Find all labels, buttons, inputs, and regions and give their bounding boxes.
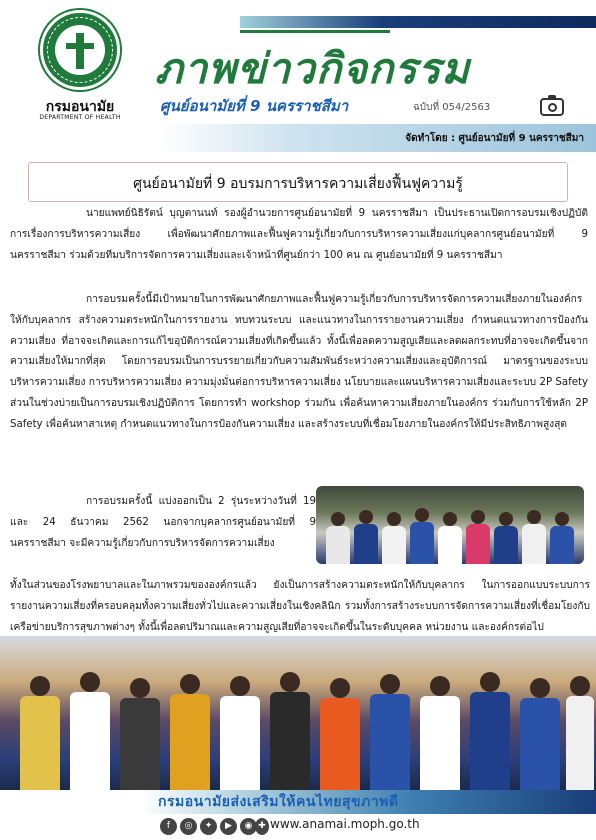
logo-staff — [76, 33, 84, 69]
organizer-label: จัดทำโดย : ศูนย์อนามัยที่ 9 นครราชสีมา — [405, 133, 584, 144]
instagram-icon[interactable]: ◉ — [240, 818, 257, 835]
paragraph-2: การอบรมครั้งนี้มีเป้าหมายในการพัฒนาศักยภาพและฟื้นฟูความรู้เกี่ยวกับการบริหารจัดการความเสี่ยงภายในองค์กรให้กับบุคลากร สร้างความตระหนักในการรายงาน ทบทวนระบบ และแนวทางในการรายงานความเสี่ยง กำหนดแนวทางการป้องกันความเสี่ยง ที่อาจจะเกิดและการแก้ไขอุบัติการณ์ความเสี่ยงที่เกิดขึ้นแล้ว ทั้งนี้เพื่อลดความสูญเสียและลดผลกระทบที่อาจจะเกิดขึ้นจากความเสี่ยงให้มากที่สุด โดยการอบรมเป็นการบรรยายเกี่ยวกับความสัมพันธ์ระหว่างความเสี่ยงและอุบัติการณ์ มาตรฐานของระบบบริหารความเสี่ยง การบริหารความเสี่ยง ความมุ่งมั่นต่อการบริหารความเสี่ยง นโยบายและแผนบริหารความเสี่ยงและระบบ 2P Safety ส่วนในช่วงบ่ายเป็นการอบรมเชิงปฏิบัติการ โดยการทำ workshop ร่วมกัน เพื่อค้นหาความเสี่ยงภายในองค์กร ร่วมกับการใช้หลัก 2P Safety เพื่อค้นหาสาเหตุ กำหนดแนวทางในการป้องกันความเสี่ยง และสร้างระบบที่เชื่อมโยงภายในองค์กรให้มีประสิทธิภาพสูงสุด — [10, 294, 588, 430]
center-name: ศูนย์อนามัยที่ 9 นครราชสีมา — [160, 97, 349, 115]
camera-lens — [548, 103, 557, 112]
paragraph-1: นายแพทย์นิธิรัตน์ บุญตานนท์ รองผู้อำนวยการศูนย์อนามัยที่ 9 นครราชสีมา เป็นประธานเปิดการอบรมเชิงปฏิบัติการเรื่องการบริหารความเสี่ยง เพื่อพัฒนาศักยภาพและฟื้นฟูความรู้เกี่ยวกับการบริหารความเสี่ยงแก่บุคลากรศูนย์อนามัยที่ 9 นครราชสีมา ร่วมด้วยทีมบริการจัดการความเสี่ยงและเจ้าหน้าที่ศูนย์กว่า 100 คน ณ ศูนย์อนามัยที่ 9 นครราชสีมา — [10, 208, 588, 261]
footer-slogan: กรมอนามัยส่งเสริมให้คนไทยสุขภาพดี — [158, 794, 399, 810]
group-photo-bottom — [0, 636, 596, 790]
ministry-logo — [40, 10, 120, 90]
youtube-icon[interactable]: ▶ — [220, 818, 237, 835]
page-title: ภาพข่าวกิจกรรม — [155, 44, 471, 93]
headline-box — [28, 162, 568, 202]
logo-crossbar — [66, 43, 94, 49]
department-name-en: DEPARTMENT OF HEALTH — [39, 114, 121, 121]
headline: ศูนย์อนามัยที่ 9 อบรมการบริหารความเสี่ยงฟื้นฟูความรู้ — [133, 176, 463, 192]
share-icon[interactable]: ✚ — [255, 818, 269, 835]
paragraph-4: ทั้งในส่วนของโรงพยาบาลและในภาพรวมขององค์กรแล้ว ยังเป็นการสร้างความตระหนักให้กับบุคลากร ในการออกแบบระบบการรายงานความเสี่ยงที่ครอบคลุมทั้งความเสี่ยงทั่วไปและความเสี่ยงในเชิงคลินิก รวมทั้งการสร้างระบบการจัดการความเสี่ยงที่เชื่อมโยงกับเครือข่ายบริการสุขภาพต่างๆ ทั้งนี้เพื่อลดปริมาณและความสูญเสียที่อาจจะเกิดขึ้นในระดับบุคคล หน่วยงาน และองค์กรต่อไป — [10, 580, 590, 633]
header-stripe — [240, 16, 596, 28]
line-icon[interactable]: ◎ — [180, 818, 197, 835]
paragraph-3: การอบรมครั้งนี้ แบ่งออกเป็น 2 รุ่นระหว่างวันที่ 19 และ 24 ธันวาคม 2562 นอกจากบุคลากรศูนย์อนามัยที่ 9 นครราชสีมา จะมีความรู้เกี่ยวกับการบริหารจัดการความเสี่ยง — [10, 496, 316, 549]
twitter-icon[interactable]: ✦ — [200, 818, 217, 835]
group-photo-top — [316, 486, 584, 564]
department-name-th: กรมอนามัย — [45, 99, 115, 115]
website-link[interactable]: www.anamai.moph.go.th — [270, 817, 420, 831]
issue-number: ฉบับที่ 054/2563 — [413, 102, 491, 113]
facebook-icon[interactable]: f — [160, 818, 177, 835]
organizer-bar — [160, 124, 596, 152]
camera-top — [548, 95, 556, 99]
camera-icon — [540, 98, 564, 116]
header-accent-line — [240, 30, 390, 33]
